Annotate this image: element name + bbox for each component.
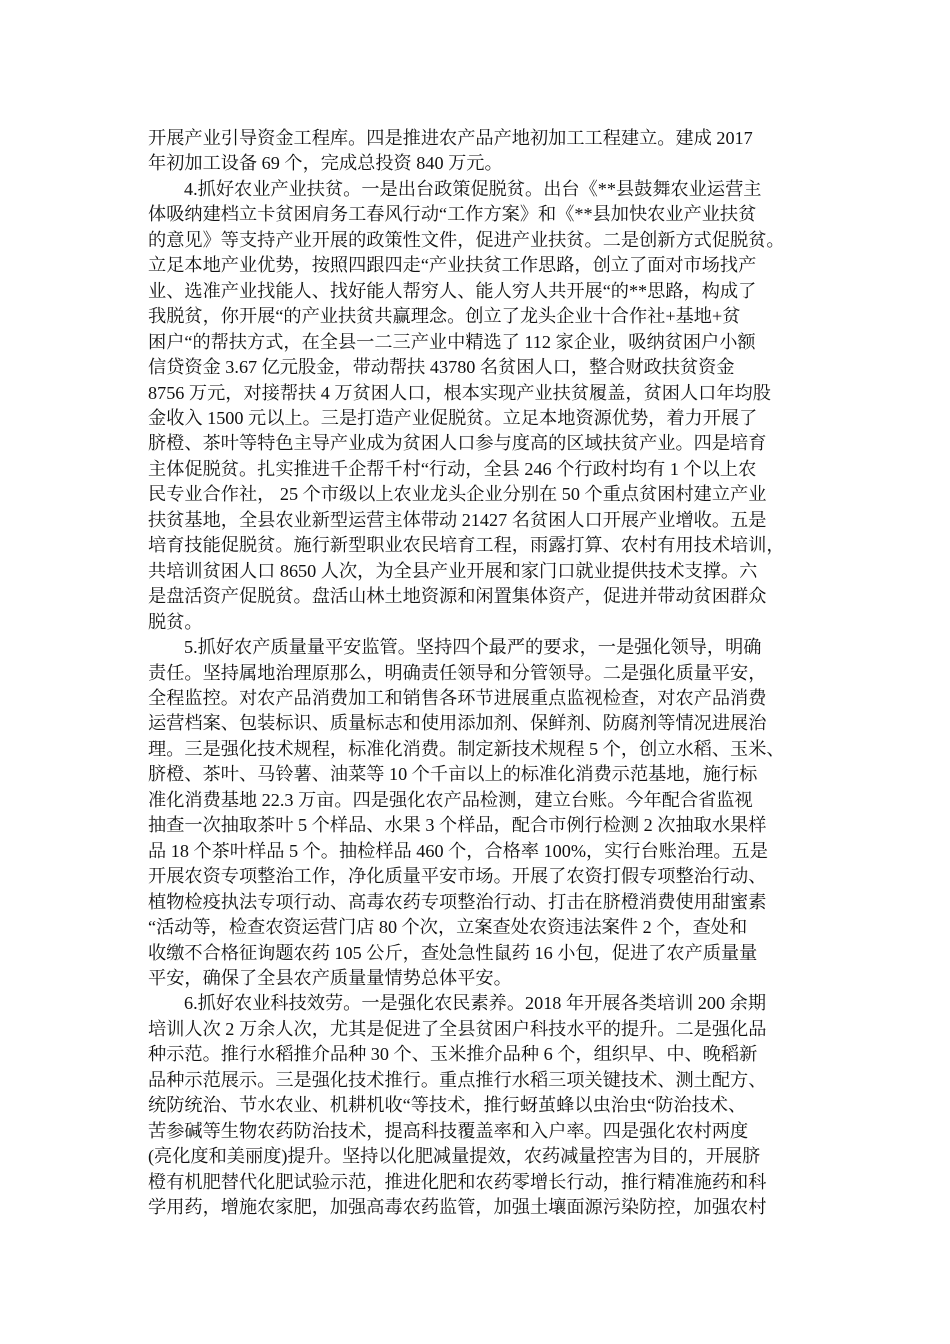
document-page bbox=[148, 126, 818, 1220]
text-line: 统防统治、节水农业、机耕机收“等技术，推行蚜茧蜂以虫治虫“防治技术、 bbox=[148, 1095, 747, 1116]
text-line: 8756 万元，对接帮扶 4 万贫困人口，根本实现产业扶贫履盖，贫困人口年均股 bbox=[148, 382, 771, 403]
text-line: 品种示范展示。三是强化技术推行。重点推行水稻三项关键技术、测土配方、 bbox=[148, 1069, 767, 1090]
paragraph bbox=[148, 177, 818, 635]
text-line: 信贷资金 3.67 亿元股金，带动帮扶 43780 名贫困人口，整合财政扶贫资金 bbox=[148, 357, 735, 378]
text-line: 脐橙、茶叶等特色主导产业成为贫困人口参与度高的区域扶贫产业。四是培育 bbox=[148, 433, 767, 454]
text-line: 是盘活资产促脱贫。盘活山林土地资源和闲置集体资产，促进并带动贫困群众 bbox=[148, 586, 767, 607]
text-line: 的意见》等支持产业开展的政策性文件，促进产业扶贫。二是创新方式促脱贫。 bbox=[148, 229, 785, 250]
text-line: 4.抓好农业产业扶贫。一是出台政策促脱贫。出台《**县鼓舞农业运营主 bbox=[184, 178, 762, 199]
text-line: “活动等，检查农资运营门店 80 个次，立案查处农资违法案件 2 个，查处和 bbox=[148, 917, 748, 938]
text-line: 学用药，增施农家肥，加强高毒农药监管，加强土壤面源污染防控，加强农村 bbox=[148, 1197, 767, 1218]
text-line: 金收入 1500 元以上。三是打造产业促脱贫。立足本地资源优势，着力开展了 bbox=[148, 407, 758, 428]
text-line: 困户“的帮扶方式，在全县一二三产业中精选了 112 家企业，吸纳贫困户小额 bbox=[148, 331, 756, 352]
text-line: 立足本地产业优势，按照四跟四走“产业扶贫工作思路，创立了面对市场找产 bbox=[148, 255, 757, 276]
text-line: 民专业合作社， 25 个市级以上农业龙头企业分别在 50 个重点贫困村建立产业 bbox=[148, 484, 767, 505]
text-line: 业、选准产业找能人、找好能人帮穷人、能人穷人共开展“的**思路，构成了 bbox=[148, 280, 757, 301]
text-line: 种示范。推行水稻推介品种 30 个、玉米推介品种 6 个，组织早、中、晚稻新 bbox=[148, 1044, 758, 1065]
text-line: 扶贫基地，全县农业新型运营主体带动 21427 名贫困人口开展产业增收。五是 bbox=[148, 509, 767, 530]
paragraph bbox=[148, 126, 818, 177]
text-line: 品 18 个茶叶样品 5 个。抽检样品 460 个，合格率 100%，实行台账治理。五是 bbox=[148, 840, 768, 861]
text-line: 培训人次 2 万余人次，尤其是促进了全县贫困户科技水平的提升。二是强化品 bbox=[148, 1018, 767, 1039]
text-line: 体吸纳建档立卡贫困肩务工春风行动“工作方案》和《**县加快农业产业扶贫 bbox=[148, 204, 757, 225]
text-line: 我脱贫，你开展“的产业扶贫共赢理念。创立了龙头企业十合作社+基地+贫 bbox=[148, 306, 741, 327]
text-line: 年初加工设备 69 个，完成总投资 840 万元。 bbox=[148, 153, 503, 174]
text-line: 准化消费基地 22.3 万亩。四是强化农产品检测，建立台账。今年配合省监视 bbox=[148, 789, 753, 810]
text-line: 脐橙、茶叶、马铃薯、油菜等 10 个千亩以上的标准化消费示范基地，施行标 bbox=[148, 764, 758, 785]
text-line: 全程监控。对农产品消费加工和销售各环节进展重点监视检查，对农产品消费 bbox=[148, 687, 767, 708]
text-line: (亮化度和美丽度)提升。坚持以化肥减量提效，农药减量控害为目的，开展脐 bbox=[148, 1146, 761, 1167]
text-line: 责任。坚持属地治理原那么，明确责任领导和分管领导。二是强化质量平安， bbox=[148, 662, 767, 683]
text-line: 运营档案、包装标识、质量标志和使用添加剂、保鲜剂、防腐剂等情况进展治 bbox=[148, 713, 767, 734]
paragraph bbox=[148, 635, 818, 991]
text-line: 抽查一次抽取茶叶 5 个样品、水果 3 个样品，配合市例行检测 2 次抽取水果样 bbox=[148, 815, 767, 836]
text-line: 收缴不合格征询题农药 105 公斤，查处急性鼠药 16 小包，促进了农产质量量 bbox=[148, 942, 758, 963]
text-line: 平安，确保了全县农产质量量情势总体平安。 bbox=[148, 967, 512, 988]
text-line: 6.抓好农业科技效劳。一是强化农民素养。2018 年开展各类培训 200 余期 bbox=[184, 993, 767, 1014]
text-line: 5.抓好农产质量量平安监管。坚持四个最严的要求，一是强化领导，明确 bbox=[184, 637, 762, 658]
text-line: 苦参碱等生物农药防治技术，提高科技覆盖率和入户率。四是强化农村两度 bbox=[148, 1120, 749, 1141]
text-line: 主体促脱贫。扎实推进千企帮千村“行动，全县 246 个行政村均有 1 个以上农 bbox=[148, 458, 757, 479]
text-line: 植物检疫执法专项行动、高毒农药专项整治行动、打击在脐橙消费使用甜蜜素 bbox=[148, 891, 767, 912]
text-line: 理。三是强化技术规程，标准化消费。制定新技术规程 5 个，创立水稻、玉米、 bbox=[148, 738, 785, 759]
text-line: 共培训贫困人口 8650 人次，为全县产业开展和家门口就业提供技术支撑。六 bbox=[148, 560, 758, 581]
text-line: 培育技能促脱贫。施行新型职业农民培育工程，雨露打算、农村有用技术培训， bbox=[148, 535, 785, 556]
text-line: 开展产业引导资金工程库。四是推进农产品产地初加工工程建立。建成 2017 bbox=[148, 128, 753, 148]
text-line: 脱贫。 bbox=[148, 611, 203, 632]
text-line: 开展农资专项整治工作，净化质量平安市场。开展了农资打假专项整治行动、 bbox=[148, 866, 767, 887]
paragraph bbox=[148, 991, 818, 1220]
text-line: 橙有机肥替代化肥试验示范，推进化肥和农药零增长行动，推行精准施药和科 bbox=[148, 1171, 767, 1192]
